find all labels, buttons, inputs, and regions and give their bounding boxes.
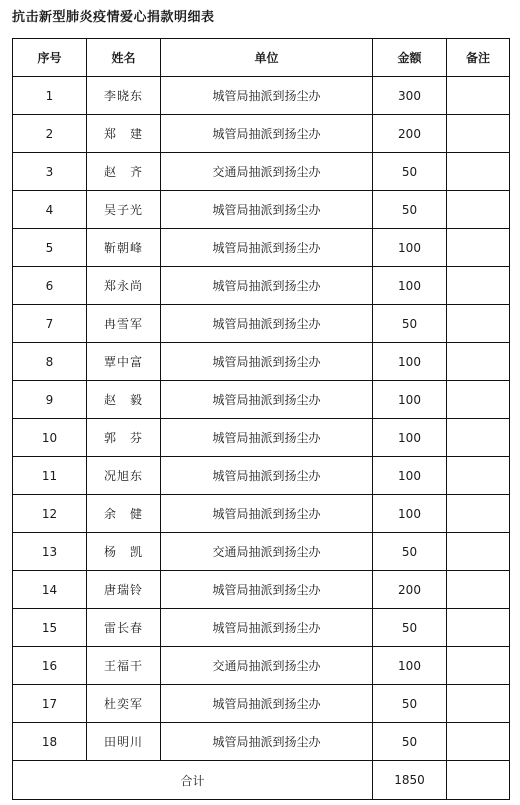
table-row bbox=[13, 77, 510, 115]
cell-name: 冉雪军 bbox=[87, 305, 161, 343]
cell-unit: 城管局抽派到扬尘办 bbox=[161, 685, 373, 723]
table-row bbox=[13, 115, 510, 153]
cell-unit: 城管局抽派到扬尘办 bbox=[161, 191, 373, 229]
donation-table bbox=[12, 38, 510, 800]
cell-seq: 6 bbox=[13, 267, 87, 305]
cell-note bbox=[447, 609, 510, 647]
cell-seq: 2 bbox=[13, 115, 87, 153]
cell-name: 郭 芬 bbox=[87, 419, 161, 457]
cell-name: 王福干 bbox=[87, 647, 161, 685]
cell-name: 唐瑞铃 bbox=[87, 571, 161, 609]
cell-unit: 城管局抽派到扬尘办 bbox=[161, 723, 373, 761]
page-title: 抗击新型肺炎疫情爱心捐款明细表 bbox=[12, 10, 215, 25]
header-name: 姓名 bbox=[87, 39, 161, 77]
cell-note bbox=[447, 267, 510, 305]
cell-name: 郑永尚 bbox=[87, 267, 161, 305]
cell-seq: 4 bbox=[13, 191, 87, 229]
cell-amount: 50 bbox=[373, 609, 447, 647]
cell-amount: 100 bbox=[373, 495, 447, 533]
cell-unit: 交通局抽派到扬尘办 bbox=[161, 533, 373, 571]
table-row bbox=[13, 419, 510, 457]
cell-amount: 200 bbox=[373, 571, 447, 609]
cell-seq: 3 bbox=[13, 153, 87, 191]
cell-unit: 城管局抽派到扬尘办 bbox=[161, 419, 373, 457]
table-row bbox=[13, 647, 510, 685]
cell-amount: 200 bbox=[373, 115, 447, 153]
cell-seq: 7 bbox=[13, 305, 87, 343]
cell-name: 覃中富 bbox=[87, 343, 161, 381]
cell-note bbox=[447, 115, 510, 153]
cell-amount: 50 bbox=[373, 153, 447, 191]
cell-amount: 50 bbox=[373, 685, 447, 723]
cell-name: 余 健 bbox=[87, 495, 161, 533]
header-unit: 单位 bbox=[161, 39, 373, 77]
cell-note bbox=[447, 457, 510, 495]
cell-amount: 100 bbox=[373, 419, 447, 457]
table-row bbox=[13, 609, 510, 647]
cell-note bbox=[447, 533, 510, 571]
header-amount: 金额 bbox=[373, 39, 447, 77]
table-row bbox=[13, 191, 510, 229]
cell-name: 杜奕军 bbox=[87, 685, 161, 723]
cell-name: 靳朝峰 bbox=[87, 229, 161, 267]
cell-note bbox=[447, 723, 510, 761]
cell-amount: 100 bbox=[373, 343, 447, 381]
cell-name: 田明川 bbox=[87, 723, 161, 761]
cell-note bbox=[447, 647, 510, 685]
table-row bbox=[13, 153, 510, 191]
cell-seq: 1 bbox=[13, 77, 87, 115]
header-row bbox=[13, 39, 510, 77]
cell-seq: 12 bbox=[13, 495, 87, 533]
cell-note bbox=[447, 229, 510, 267]
cell-unit: 城管局抽派到扬尘办 bbox=[161, 381, 373, 419]
header-seq: 序号 bbox=[13, 39, 87, 77]
cell-amount: 50 bbox=[373, 723, 447, 761]
table-row bbox=[13, 305, 510, 343]
cell-unit: 城管局抽派到扬尘办 bbox=[161, 305, 373, 343]
cell-name: 赵 齐 bbox=[87, 153, 161, 191]
cell-seq: 10 bbox=[13, 419, 87, 457]
cell-note bbox=[447, 343, 510, 381]
cell-seq: 9 bbox=[13, 381, 87, 419]
cell-unit: 城管局抽派到扬尘办 bbox=[161, 495, 373, 533]
cell-name: 况旭东 bbox=[87, 457, 161, 495]
cell-name: 赵 毅 bbox=[87, 381, 161, 419]
cell-note bbox=[447, 495, 510, 533]
cell-unit: 城管局抽派到扬尘办 bbox=[161, 609, 373, 647]
table-row bbox=[13, 495, 510, 533]
cell-unit: 交通局抽派到扬尘办 bbox=[161, 647, 373, 685]
table-row bbox=[13, 723, 510, 761]
cell-name: 吴子光 bbox=[87, 191, 161, 229]
cell-unit: 城管局抽派到扬尘办 bbox=[161, 457, 373, 495]
cell-name: 李晓东 bbox=[87, 77, 161, 115]
cell-note bbox=[447, 571, 510, 609]
cell-amount: 100 bbox=[373, 229, 447, 267]
cell-seq: 15 bbox=[13, 609, 87, 647]
total-row bbox=[13, 761, 510, 800]
cell-unit: 交通局抽派到扬尘办 bbox=[161, 153, 373, 191]
cell-note bbox=[447, 77, 510, 115]
cell-seq: 16 bbox=[13, 647, 87, 685]
cell-seq: 14 bbox=[13, 571, 87, 609]
table-row bbox=[13, 381, 510, 419]
header-note: 备注 bbox=[447, 39, 510, 77]
table-row bbox=[13, 229, 510, 267]
cell-unit: 城管局抽派到扬尘办 bbox=[161, 77, 373, 115]
table-row bbox=[13, 267, 510, 305]
cell-amount: 100 bbox=[373, 647, 447, 685]
total-label: 合计 bbox=[13, 761, 373, 800]
cell-seq: 17 bbox=[13, 685, 87, 723]
cell-unit: 城管局抽派到扬尘办 bbox=[161, 571, 373, 609]
cell-note bbox=[447, 419, 510, 457]
cell-note bbox=[447, 153, 510, 191]
cell-amount: 300 bbox=[373, 77, 447, 115]
cell-name: 郑 建 bbox=[87, 115, 161, 153]
cell-note bbox=[447, 685, 510, 723]
table-row bbox=[13, 343, 510, 381]
cell-unit: 城管局抽派到扬尘办 bbox=[161, 267, 373, 305]
cell-unit: 城管局抽派到扬尘办 bbox=[161, 115, 373, 153]
cell-seq: 13 bbox=[13, 533, 87, 571]
cell-amount: 100 bbox=[373, 457, 447, 495]
cell-name: 杨 凯 bbox=[87, 533, 161, 571]
cell-amount: 100 bbox=[373, 381, 447, 419]
cell-unit: 城管局抽派到扬尘办 bbox=[161, 343, 373, 381]
cell-unit: 城管局抽派到扬尘办 bbox=[161, 229, 373, 267]
cell-seq: 18 bbox=[13, 723, 87, 761]
cell-name: 雷长春 bbox=[87, 609, 161, 647]
cell-amount: 50 bbox=[373, 191, 447, 229]
cell-seq: 5 bbox=[13, 229, 87, 267]
cell-amount: 100 bbox=[373, 267, 447, 305]
cell-note bbox=[447, 305, 510, 343]
cell-amount: 50 bbox=[373, 533, 447, 571]
table-row bbox=[13, 533, 510, 571]
table-body bbox=[13, 77, 510, 761]
table-row bbox=[13, 457, 510, 495]
table-row bbox=[13, 571, 510, 609]
table-row bbox=[13, 685, 510, 723]
cell-seq: 11 bbox=[13, 457, 87, 495]
cell-note bbox=[447, 381, 510, 419]
total-note bbox=[447, 761, 510, 800]
total-amount: 1850 bbox=[373, 761, 447, 800]
cell-amount: 50 bbox=[373, 305, 447, 343]
cell-note bbox=[447, 191, 510, 229]
cell-seq: 8 bbox=[13, 343, 87, 381]
